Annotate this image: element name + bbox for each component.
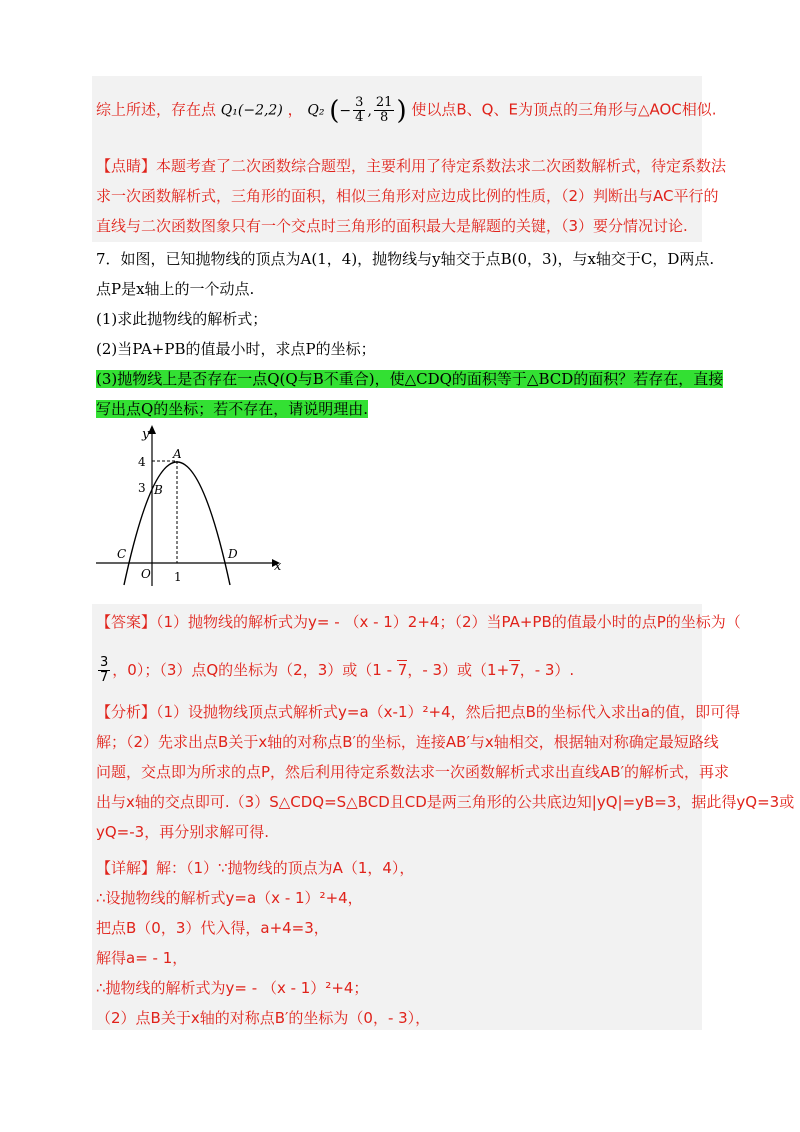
label-3: 3 (138, 481, 146, 495)
problem-line-1: 7．如图，已知抛物线的顶点为A(1，4)，抛物线与y轴交于点B(0，3)，与x轴交于C，D两点. (96, 250, 715, 268)
detail-line-3: 把点B（0，3）代入得，a+4=3， (96, 919, 329, 937)
q2-frac-x: $\frac{3}{4}$ (355, 95, 364, 125)
answer-text-a: ，0）；（3）点Q的坐标为（2，3）或（1 - (112, 661, 397, 679)
detail-line-6: （2）点B关于x轴的对称点B′的坐标为（0，- 3）， (96, 1009, 431, 1027)
label-B: B (154, 483, 163, 497)
label-x: x (274, 559, 282, 574)
analysis-line-3: 问题，交点即为所求的点P，然后利用待定系数法求一次函数解析式求出直线AB′的解析式，再求 (96, 763, 730, 781)
answer-text-c: ，- 3）. (519, 661, 575, 679)
label-O: O (141, 567, 151, 581)
problem-line-2: 点P是x轴上的一个动点. (96, 280, 255, 298)
analysis-line-5: yQ=-3，再分别求解可得. (96, 823, 269, 841)
answer-line-1: 【答案】（1）抛物线的解析式为y= - （x - 1）2+4；（2）当PA+PB的值最小时的点P的坐标为（ (96, 613, 741, 631)
comment-line-2: 求一次函数解析式，三角形的面积，相似三角形对应边成比例的性质，（2）判断出与AC平行的 (96, 187, 719, 205)
parabola-figure (90, 420, 290, 590)
analysis-line-4: 出与x轴的交点即可.（3）S△CDQ=S△BCD且CD是两三角形的公共底边知|yQ|=yB=3，据此得yQ=3或 (96, 793, 795, 811)
detail-line-5: ∴抛物线的解析式为y= - （x - 1）²+4； (96, 979, 369, 997)
label-A: A (173, 447, 182, 461)
sqrt-7-a: 7 (397, 661, 408, 679)
problem-question-3-line-2 (96, 399, 368, 419)
summary-line: 综上所述，存在点 Q₁(−2,2) ， Q₂ (− $\frac{3}{4}$ , $\frac{21}{8}$ ) 使以点B、Q、E为顶点的三角形与△AOC相似. (96, 95, 717, 126)
separator: ， (287, 100, 303, 119)
point-q2-label: Q₂ (307, 102, 325, 119)
q2-frac-y: $\frac{21}{8}$ (375, 95, 393, 125)
comment-line-1: 【点睛】本题考查了二次函数综合题型，主要利用了待定系数法求二次函数解析式，待定系数法 (96, 157, 727, 175)
detail-line-1: 【详解】解：（1）∵抛物线的顶点为A（1，4）， (96, 859, 415, 877)
label-D: D (228, 547, 238, 561)
summary-suffix: 使以点B、Q、E为顶点的三角形与△AOC相似. (411, 100, 717, 119)
comment-line-3: 直线与二次函数图象只有一个交点时三角形的面积最大是解题的关键，（3）要分情况讨论. (96, 217, 688, 235)
problem-question-1: (1)求此抛物线的解析式； (96, 310, 268, 328)
sqrt-7-b: 7 (510, 661, 520, 679)
label-C: C (117, 547, 127, 561)
label-y: y (142, 427, 150, 442)
answer-frac: $\frac{3}{7}$ (100, 655, 109, 685)
analysis-line-2: 解；（2）先求出点B关于x轴的对称点B′的坐标，连接AB′与x轴相交，根据轴对称确定最短路线 (96, 733, 719, 751)
label-1: 1 (174, 570, 182, 584)
answer-line-2 (96, 656, 574, 685)
highlight-q3-2: 写出点Q的坐标；若不存在，请说明理由. (96, 400, 369, 418)
problem-question-3-line-1 (96, 369, 723, 389)
analysis-line-1: 【分析】（1）设抛物线顶点式解析式y=a（x-1）²+4，然后把点B的坐标代入求出a的值，即可得 (96, 703, 741, 721)
point-q1: Q₁(−2,2) (220, 102, 283, 119)
summary-prefix: 综上所述，存在点 (96, 100, 217, 119)
label-4: 4 (138, 455, 146, 469)
detail-line-4: 解得a= - 1， (96, 949, 188, 967)
answer-text-b: ，- 3）或（1+ (407, 661, 510, 679)
detail-line-2: ∴设抛物线的解析式y=a（x - 1）²+4， (96, 889, 363, 907)
highlight-q3-1: (3)抛物线上是否存在一点Q(Q与B不重合)，使△CDQ的面积等于△BCD的面积？若存在，直接 (96, 370, 724, 388)
problem-question-2: (2)当PA+PB的值最小时，求点P的坐标； (96, 340, 376, 358)
